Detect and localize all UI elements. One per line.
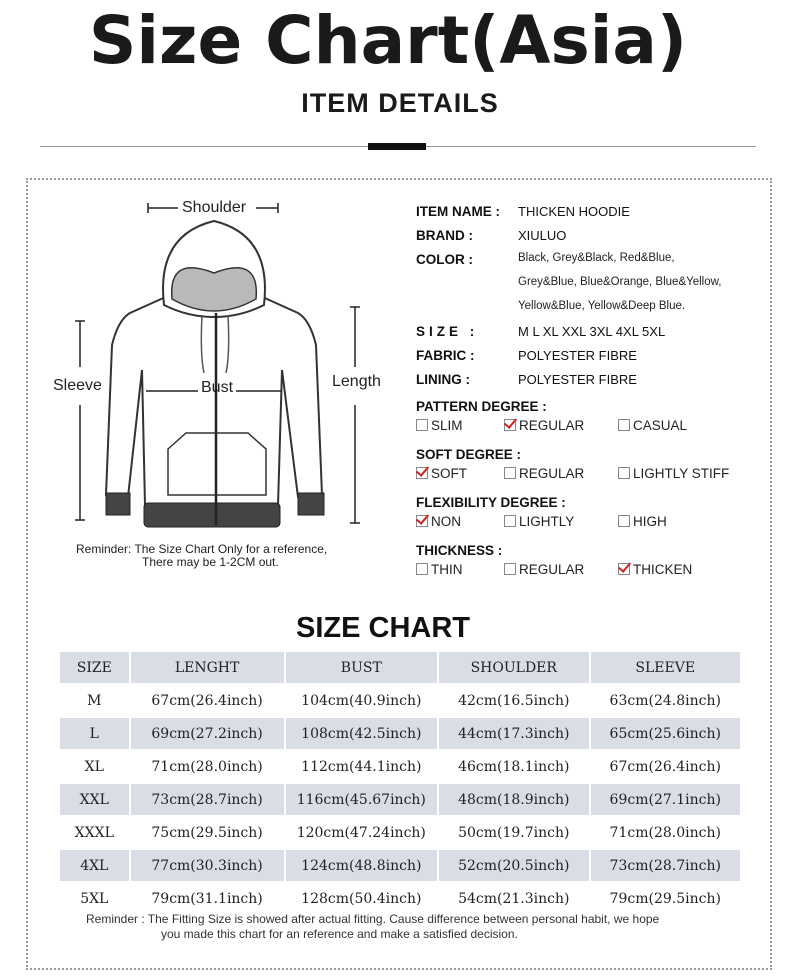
table-cell: 67cm(26.4inch): [129, 685, 284, 716]
diagram-reminder: Reminder: The Size Chart Only for a reference, There may be 1-2CM out.: [76, 542, 328, 569]
checkmark-icon: [416, 467, 428, 479]
table-cell: 79cm(31.1inch): [129, 883, 284, 914]
section-subtitle: ITEM DETAILS: [301, 88, 499, 118]
option-lightly: LIGHTLY: [504, 514, 574, 529]
table-cell: 73cm(28.7inch): [589, 850, 741, 881]
divider-accent: [368, 143, 426, 150]
table-cell: 108cm(42.5inch): [284, 718, 437, 749]
table-cell: 67cm(26.4inch): [589, 751, 741, 782]
table-cell: 71cm(28.0inch): [129, 751, 284, 782]
checkmark-icon: [618, 563, 630, 575]
table-row: [58, 883, 740, 914]
size-chart-title: SIZE CHART: [296, 612, 470, 644]
spec-color-line: Yellow&Blue, Yellow&Deep Blue.: [518, 300, 686, 312]
table-cell: 120cm(47.24inch): [284, 817, 437, 848]
soft-degree-heading: SOFT DEGREE :: [416, 447, 522, 462]
table-cell: 124cm(48.8inch): [284, 850, 437, 881]
table-cell: 42cm(16.5inch): [437, 685, 588, 716]
checkmark-icon: [504, 419, 516, 431]
checkbox-icon: [618, 467, 630, 479]
column-header: LENGHT: [129, 652, 284, 683]
checkbox-icon: [504, 515, 516, 527]
column-header: SIZE: [58, 652, 129, 683]
table-cell: 4XL: [58, 850, 129, 881]
checkbox-icon: [416, 563, 428, 575]
table-cell: L: [58, 718, 129, 749]
column-header: BUST: [284, 652, 437, 683]
thickness-heading: THICKNESS :: [416, 543, 503, 558]
option-regular: REGULAR: [504, 562, 584, 577]
table-cell: 104cm(40.9inch): [284, 685, 437, 716]
table-cell: 5XL: [58, 883, 129, 914]
checkbox-icon: [618, 419, 630, 431]
option-casual: CASUAL: [618, 418, 687, 433]
table-row: [58, 718, 740, 749]
checkbox-icon: [416, 419, 428, 431]
column-header: SHOULDER: [437, 652, 588, 683]
table-cell: XXXL: [58, 817, 129, 848]
table-row: [58, 784, 740, 815]
table-row: [58, 751, 740, 782]
option-thicken: THICKEN: [618, 562, 692, 577]
table-row: [58, 817, 740, 848]
spec-color-line: Grey&Blue, Blue&Orange, Blue&Yellow,: [518, 276, 722, 288]
table-cell: 77cm(30.3inch): [129, 850, 284, 881]
sleeve-label: Sleeve: [53, 377, 102, 394]
option-thin: THIN: [416, 562, 463, 577]
table-cell: 69cm(27.2inch): [129, 718, 284, 749]
hoodie-illustration: [60, 195, 400, 535]
table-cell: 116cm(45.67inch): [284, 784, 437, 815]
table-cell: 52cm(20.5inch): [437, 850, 588, 881]
flexibility-degree-heading: FLEXIBILITY DEGREE :: [416, 495, 566, 510]
table-cell: 69cm(27.1inch): [589, 784, 741, 815]
table-row: [58, 850, 740, 881]
table-cell: 128cm(50.4inch): [284, 883, 437, 914]
option-high: HIGH: [618, 514, 667, 529]
spec-color-line: Black, Grey&Black, Red&Blue,: [518, 252, 675, 264]
table-cell: 46cm(18.1inch): [437, 751, 588, 782]
size-chart-table: [58, 650, 740, 916]
table-cell: 63cm(24.8inch): [589, 685, 741, 716]
table-cell: 75cm(29.5inch): [129, 817, 284, 848]
bust-label: Bust: [201, 379, 234, 396]
table-header-row: [58, 652, 740, 683]
table-cell: 112cm(44.1inch): [284, 751, 437, 782]
column-header: SLEEVE: [589, 652, 741, 683]
checkbox-icon: [618, 515, 630, 527]
page-title: Size Chart(Asia): [88, 2, 688, 79]
shoulder-label: Shoulder: [182, 199, 247, 216]
table-cell: 48cm(18.9inch): [437, 784, 588, 815]
option-slim: SLIM: [416, 418, 463, 433]
option-regular: REGULAR: [504, 418, 584, 433]
table-cell: 79cm(29.5inch): [589, 883, 741, 914]
checkbox-icon: [504, 563, 516, 575]
table-cell: 54cm(21.3inch): [437, 883, 588, 914]
pattern-degree-heading: PATTERN DEGREE :: [416, 399, 547, 414]
option-lightly-stiff: LIGHTLY STIFF: [618, 466, 729, 481]
table-cell: 73cm(28.7inch): [129, 784, 284, 815]
footer-reminder: Reminder : The Fitting Size is showed after actual fitting. Cause difference between personal habit, we hope you made this chart for an reference and make a satisfied decision.: [86, 912, 660, 941]
table-cell: 50cm(19.7inch): [437, 817, 588, 848]
checkbox-icon: [504, 467, 516, 479]
option-soft: SOFT: [416, 466, 467, 481]
table-cell: 65cm(25.6inch): [589, 718, 741, 749]
table-cell: M: [58, 685, 129, 716]
table-row: [58, 685, 740, 716]
length-label: Length: [332, 373, 381, 390]
table-cell: 71cm(28.0inch): [589, 817, 741, 848]
option-regular: REGULAR: [504, 466, 584, 481]
checkmark-icon: [416, 515, 428, 527]
option-non: NON: [416, 514, 461, 529]
table-cell: 44cm(17.3inch): [437, 718, 588, 749]
table-cell: XXL: [58, 784, 129, 815]
table-cell: XL: [58, 751, 129, 782]
